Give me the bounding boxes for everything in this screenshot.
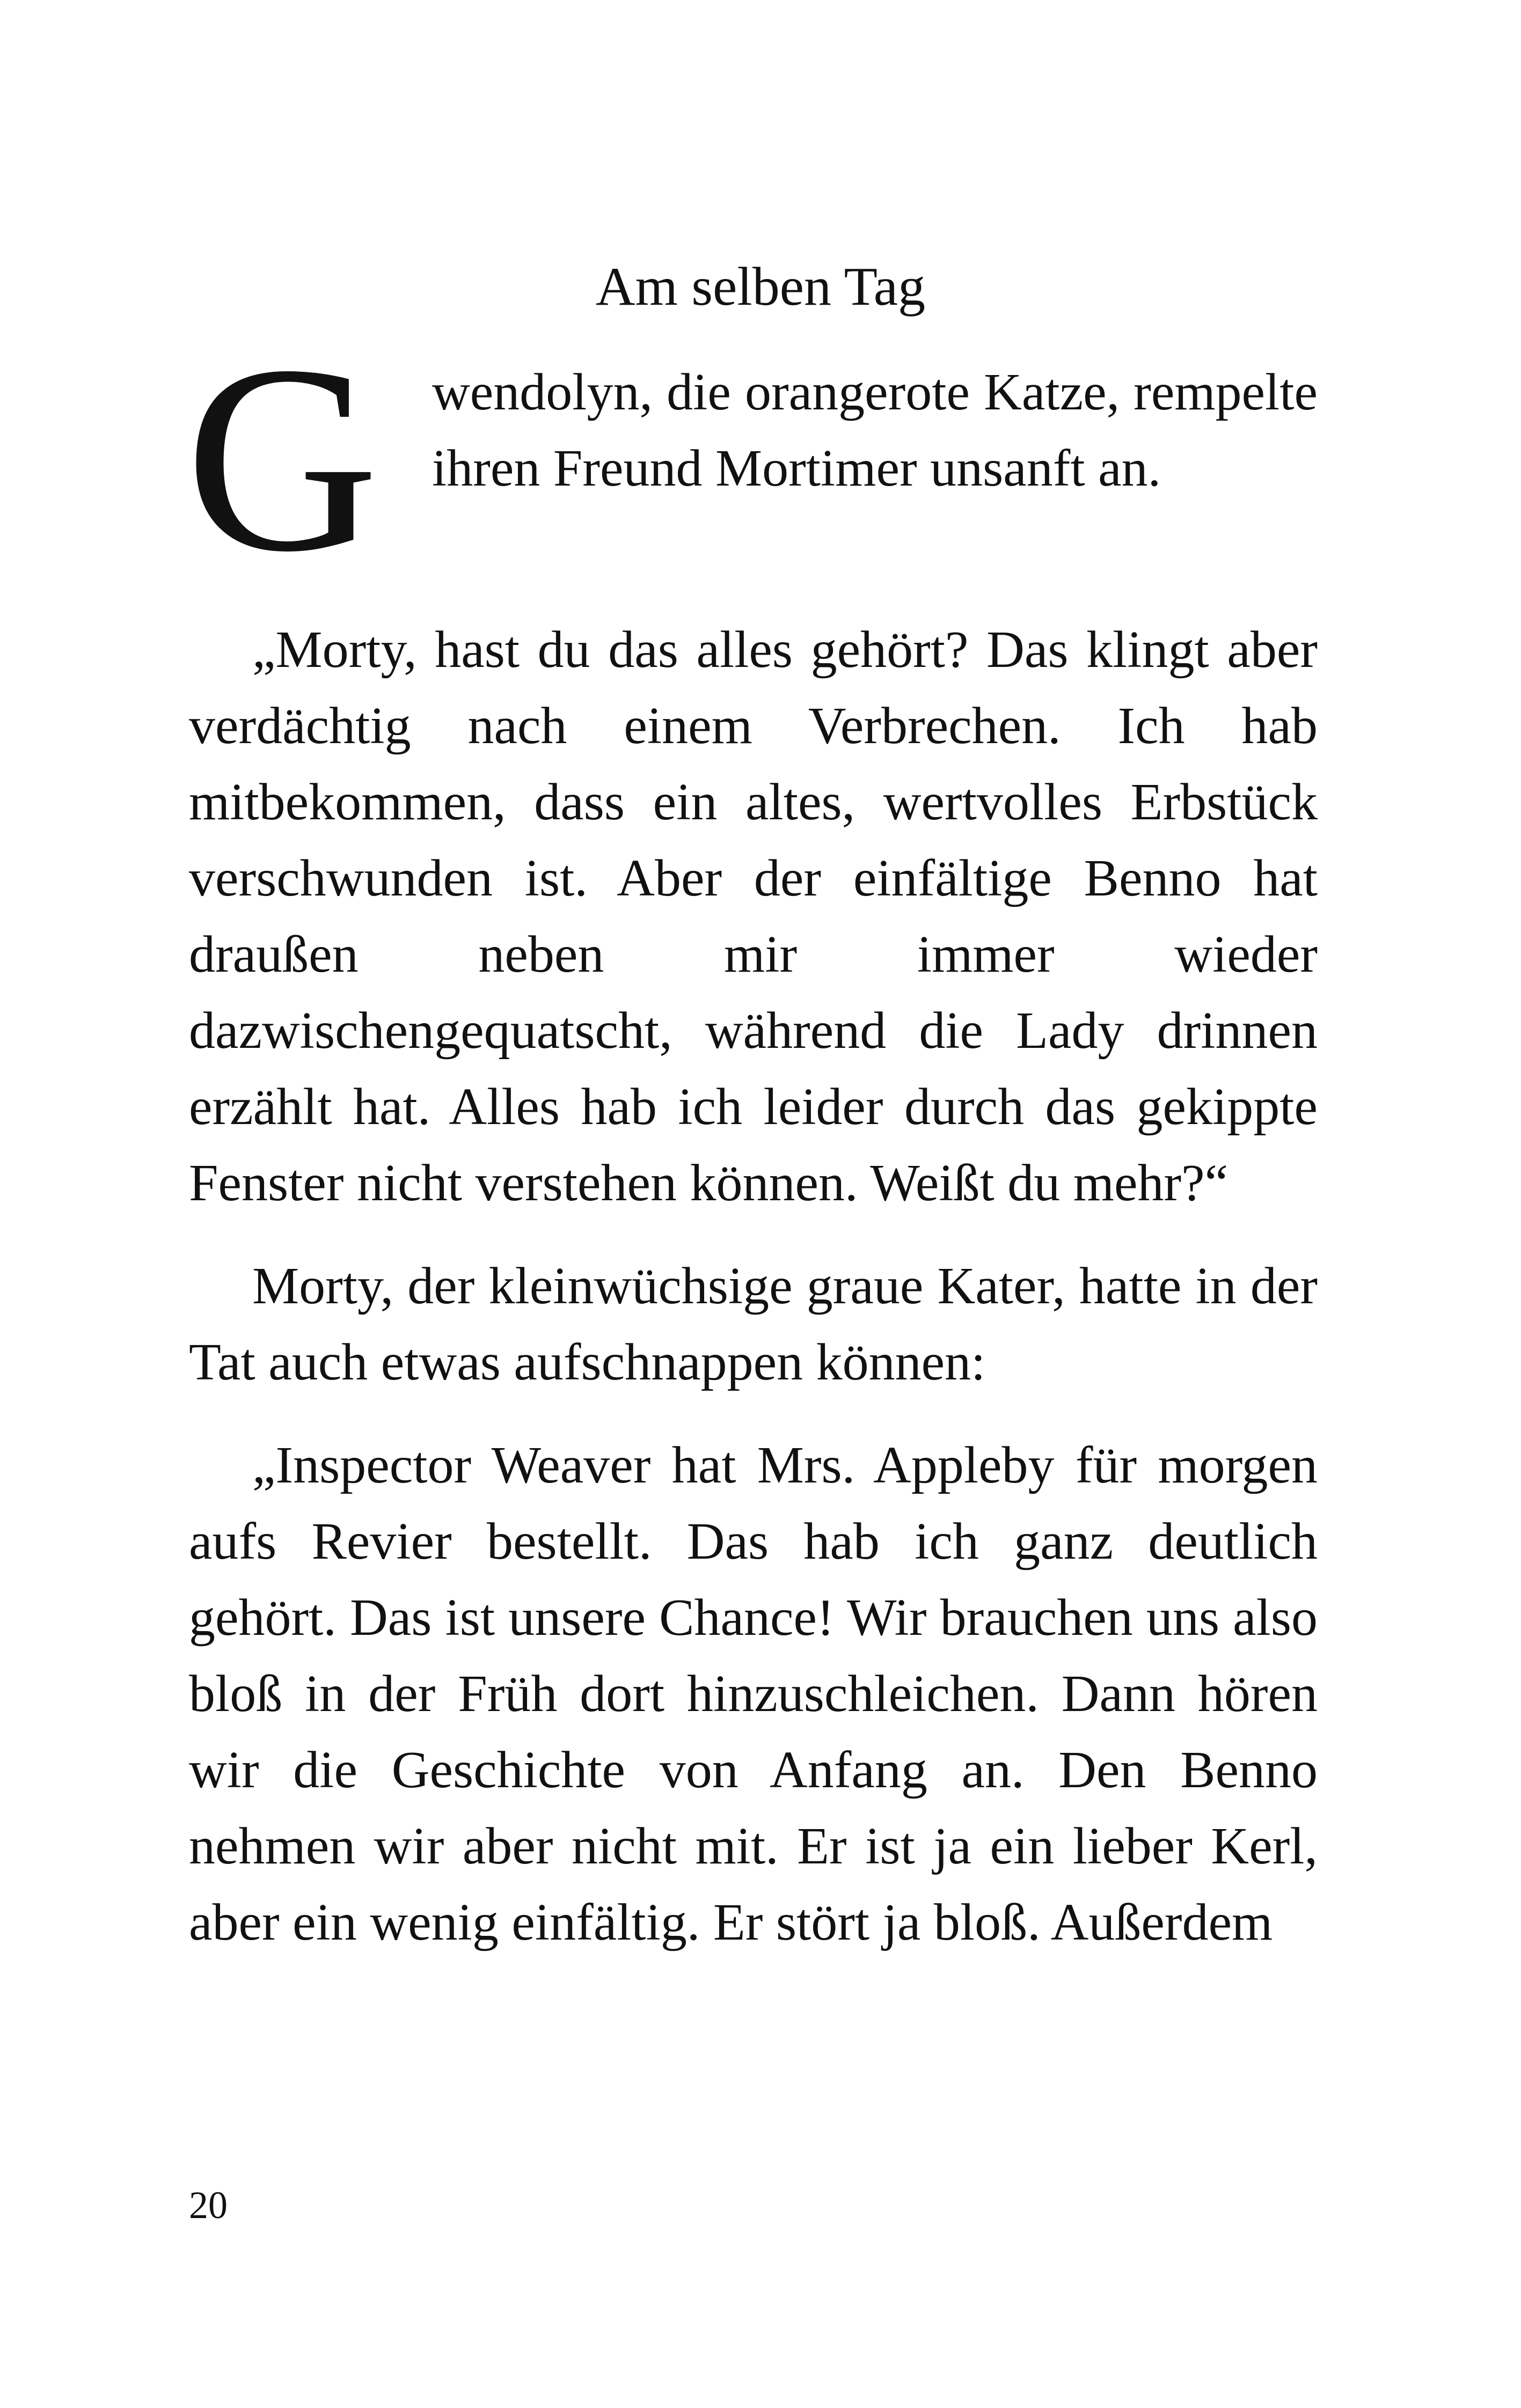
paragraph-3: „Inspector Weaver hat Mrs. Appleby für morgen aufs Revier bestellt. Das hab ich ganz deutlich gehört. Das ist unsere Chance! Wir brauchen uns also bloß in der Früh dort hinzuschleichen. Dann hören wir die Geschichte von Anfang an. Den Benno nehmen wir aber nicht mit. Er ist ja ein lieber Kerl, aber ein wenig einfältig. Er stört ja bloß. Außerdem bbox=[189, 1436, 1318, 1951]
drop-cap: G bbox=[185, 310, 379, 607]
paragraph-1: „Morty, hast du das alles gehört? Das klingt aber verdächtig nach einem Verbrechen. Ich hab mitbekommen, dass ein altes, wertvolles Erbstück verschwunden ist. Aber der einfältige Benno hat draußen neben mir immer wieder dazwischengequatscht, während die Lady drinnen erzählt hat. Alles hab ich leider durch das gekippte Fenster nicht verstehen können. Weißt du mehr?“ bbox=[189, 621, 1318, 1212]
page-number: 20 bbox=[189, 2184, 228, 2227]
opening-paragraph: wendolyn, die orangerote Katze, rempelte ihren Freund Mortimer unsanft an. bbox=[432, 363, 1318, 497]
body-text bbox=[189, 612, 1318, 1987]
chapter-heading: Am selben Tag bbox=[595, 256, 926, 317]
paragraph-2: Morty, der kleinwüchsige graue Kater, hatte in der Tat auch etwas aufschnappen können: bbox=[189, 1257, 1318, 1391]
